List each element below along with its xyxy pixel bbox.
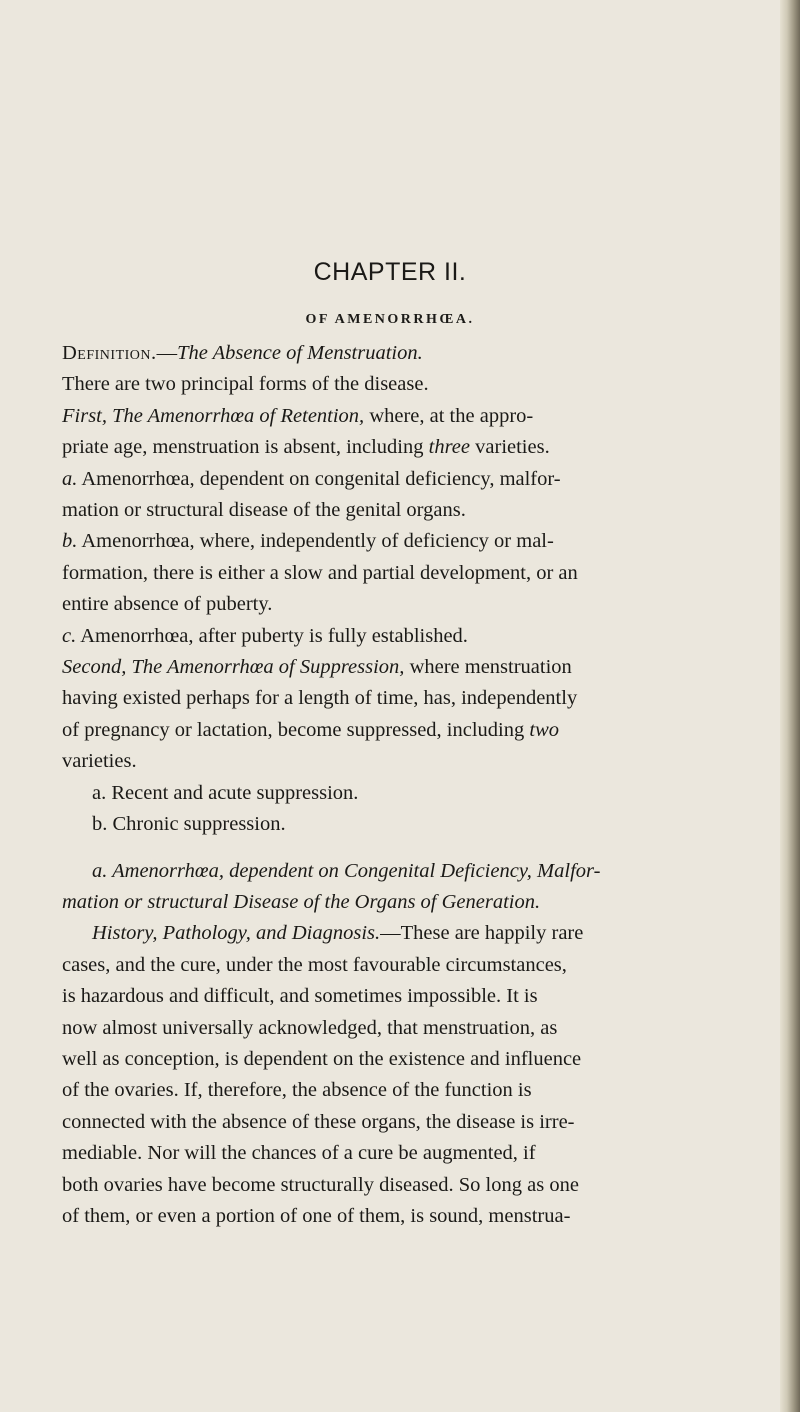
section-line-7: connected with the absence of these organs, the disease is irre-: [62, 1110, 575, 1133]
section-heading-1: [62, 856, 774, 887]
second-line: [62, 652, 774, 683]
section-text-1: These are happily rare: [400, 922, 584, 945]
b-line-2: formation, there is either a slow and partial development, or an: [62, 561, 578, 584]
section-line-3: is hazardous and difficult, and sometimes impossible. It is: [62, 985, 538, 1008]
b-text-1: Amenorrhœa, where, independently of deficiency or mal-: [81, 530, 554, 553]
section-line-2: cases, and the cure, under the most favourable circumstances,: [62, 953, 567, 976]
second-line-2: having existed perhaps for a length of time, has, independently: [62, 687, 578, 710]
b-label: b.: [62, 530, 78, 553]
c-line: [62, 621, 774, 652]
definition-title: The Absence of Menstruation.: [177, 342, 423, 364]
section-heading-2: [62, 887, 774, 918]
b-line-1: [62, 526, 774, 557]
section-line-8: mediable. Nor will the chances of a cure be augmented, if: [62, 1142, 536, 1165]
section-line-1: [62, 918, 774, 949]
suppression-b: b. Chronic suppression.: [92, 813, 286, 836]
section-line-4: now almost universally acknowledged, that menstruation, as: [62, 1016, 558, 1039]
intro-line: There are two principal forms of the disease.: [62, 373, 429, 396]
a-text-1: Amenorrhœa, dependent on congenital deficiency, malfor-: [81, 467, 561, 490]
section-heading-text-2: mation or structural Disease of the Organs of Generation.: [62, 890, 541, 913]
first-three: three: [428, 436, 471, 459]
a-line-2: mation or structural disease of the genital organs.: [62, 499, 466, 522]
c-label: c.: [62, 624, 77, 647]
second-text-a: where menstruation: [409, 656, 572, 679]
second-label: Second, The Amenorrhœa of Suppression,: [62, 656, 405, 679]
section-line-6: of the ovaries. If, therefore, the absence of the function is: [62, 1079, 532, 1102]
page-edge: [780, 0, 800, 1412]
first-text-a: where, at the appro-: [369, 404, 534, 427]
sub-dash: —: [380, 922, 401, 945]
suppression-a: a. Recent and acute suppression.: [92, 781, 359, 804]
b-line-3: entire absence of puberty.: [62, 593, 273, 616]
section-line-10: of them, or even a portion of one of them, is sound, menstrua-: [62, 1204, 571, 1227]
chapter-subtitle: OF AMENORRHŒA.: [305, 312, 475, 327]
second-two: two: [529, 718, 559, 741]
second-line-4: varieties.: [62, 750, 137, 773]
a-label: a.: [62, 467, 78, 490]
section-line-9: both ovaries have become structurally diseased. So long as one: [62, 1173, 579, 1196]
first-line: [62, 401, 774, 432]
chapter-heading: CHAPTER II.: [313, 258, 467, 286]
c-text: Amenorrhœa, after puberty is fully established.: [80, 624, 468, 647]
second-text-3: of pregnancy or lactation, become suppressed, including: [62, 718, 525, 741]
first-text-b: priate age, menstruation is absent, including: [62, 436, 424, 459]
section-heading-text-1: a. Amenorrhœa, dependent on Congenital Deficiency, Malfor-: [92, 859, 601, 882]
body-text: [62, 338, 774, 1232]
first-label: First, The Amenorrhœa of Retention,: [62, 404, 365, 427]
second-line-3: [62, 715, 774, 746]
a-line-1: [62, 464, 774, 495]
definition-dash: —: [156, 342, 178, 364]
definition-label: Definition.: [62, 342, 157, 364]
first-text-c: varieties.: [475, 436, 550, 459]
sub-label: History, Pathology, and Diagnosis.: [92, 922, 381, 945]
definition-line: [62, 338, 774, 369]
first-line-2: [62, 432, 774, 463]
section-line-5: well as conception, is dependent on the existence and influence: [62, 1047, 582, 1070]
